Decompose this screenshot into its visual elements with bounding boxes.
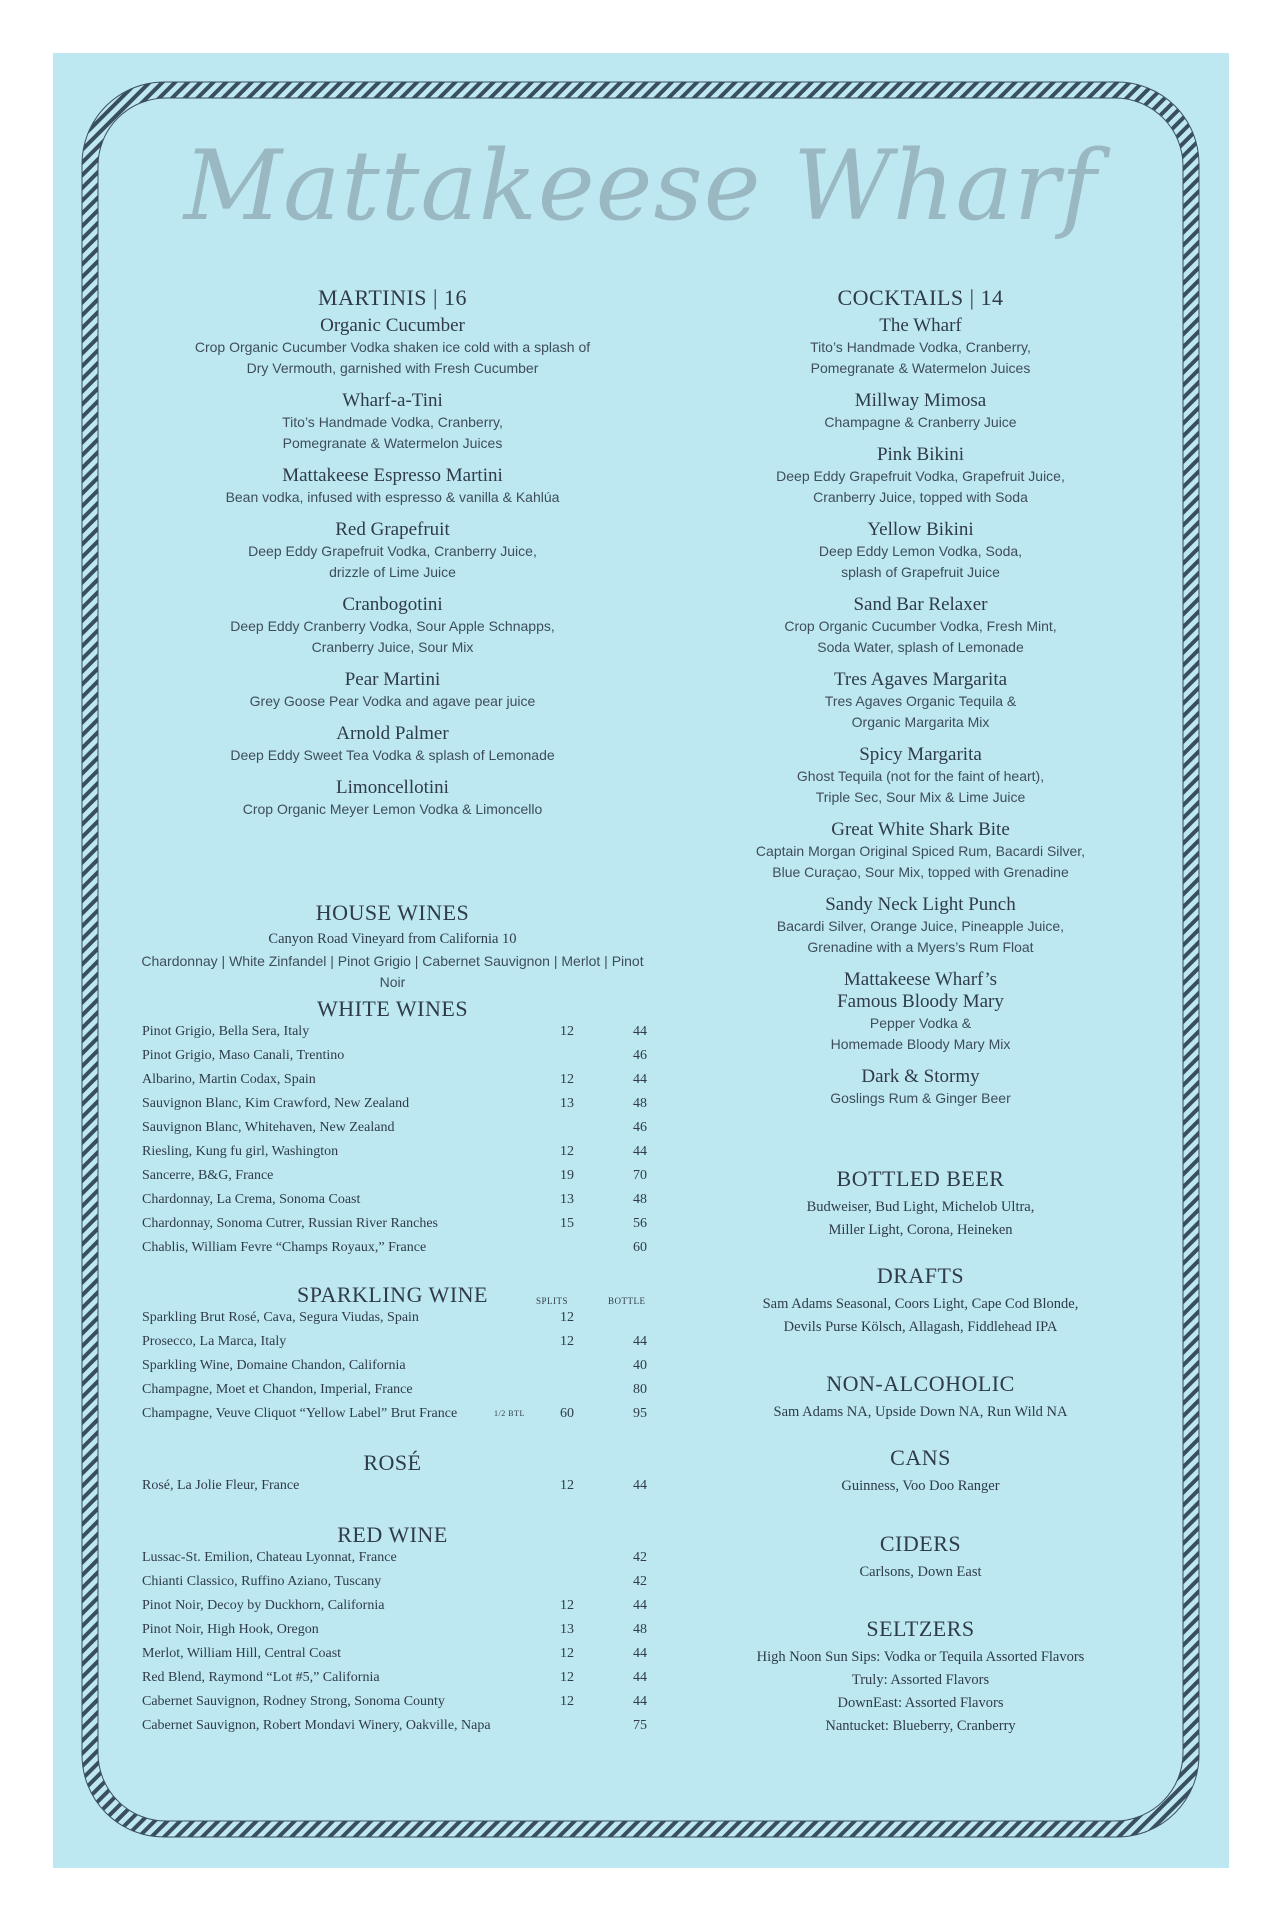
wine-name: Sauvignon Blanc, Kim Crawford, New Zealand: [142, 1096, 410, 1111]
bottled-beer-heading: BOTTLED BEER: [836, 1166, 1005, 1191]
wine-name: Merlot, William Hill, Central Coast: [142, 1646, 342, 1661]
drink-description: Tito’s Handmade Vodka, Cranberry,: [282, 414, 503, 430]
rose-heading-wrap: [140, 1450, 645, 1476]
drink-description: Deep Eddy Grapefruit Vodka, Cranberry Juice,: [248, 543, 537, 559]
non-alcoholic-section: [668, 1371, 1173, 1424]
wine-name: Red Blend, Raymond “Lot #5,” California: [142, 1670, 380, 1685]
wine-row: [142, 1378, 672, 1402]
rose-list: [142, 1474, 672, 1498]
drink-description: Blue Curaçao, Sour Mix, topped with Grenadine: [772, 864, 1069, 880]
wine-bottle-price: 48: [633, 1192, 647, 1207]
drink-description: Bacardi Silver, Orange Juice, Pineapple Juice,: [776, 918, 1065, 934]
wine-row: [142, 1642, 672, 1666]
drink-name: Tres Agaves Margarita: [833, 669, 1008, 690]
wine-bottle-price: 44: [633, 1072, 647, 1087]
wine-glass-price: 12: [560, 1670, 574, 1685]
drink-description: Crop Organic Cucumber Vodka shaken ice cold with a splash of: [194, 339, 591, 355]
martinis-heading: MARTINIS | 16: [318, 285, 467, 310]
cocktail-list: [668, 315, 1173, 1109]
wine-name: Chardonnay, Sonoma Cutrer, Russian River Ranches: [142, 1216, 438, 1231]
wine-row: [142, 1020, 672, 1044]
seltzers-line1: High Noon Sun Sips: Vodka or Tequila Assorted Flavors: [756, 1649, 1085, 1665]
house-wines-section: [140, 900, 645, 993]
wine-name: Cabernet Sauvignon, Rodney Strong, Sonoma County: [142, 1694, 445, 1709]
drink-item: [140, 594, 645, 658]
wine-row: [142, 1714, 672, 1738]
house-wines-line1: Canyon Road Vineyard from California 10: [268, 931, 517, 947]
drafts-line2: Devils Purse Kölsch, Allagash, Fiddlehead IPA: [783, 1319, 1058, 1335]
wine-bottle-price: 44: [633, 1334, 647, 1349]
drink-description: Deep Eddy Grapefruit Vodka, Grapefruit Juice,: [776, 468, 1065, 484]
drink-item: [668, 819, 1173, 883]
drink-name: Mattakeese Espresso Martini: [282, 465, 503, 486]
drink-name: Cranbogotini: [342, 594, 443, 615]
wine-name: Sancerre, B&G, France: [142, 1168, 274, 1183]
wine-bottle-price: 95: [633, 1406, 647, 1421]
drink-item: [668, 744, 1173, 808]
wine-name: Rosé, La Jolie Fleur, France: [142, 1478, 300, 1493]
drink-name: Limoncellotini: [336, 777, 449, 798]
wine-name: Cabernet Sauvignon, Robert Mondavi Winery, Oakville, Napa: [142, 1718, 491, 1733]
wine-glass-price: 12: [560, 1144, 574, 1159]
wine-bottle-price: 46: [633, 1120, 647, 1135]
drink-item: [668, 669, 1173, 733]
wine-row: [142, 1188, 672, 1212]
wine-bottle-price: 56: [633, 1216, 647, 1231]
seltzers-line3: DownEast: Assorted Flavors: [837, 1695, 1004, 1711]
wine-bottle-price: 44: [633, 1646, 647, 1661]
wine-name: Sauvignon Blanc, Whitehaven, New Zealand: [142, 1120, 395, 1135]
wine-name: Champagne, Moet et Chandon, Imperial, France: [142, 1382, 413, 1397]
wine-row: [142, 1044, 672, 1068]
house-wines-heading: HOUSE WINES: [315, 900, 470, 925]
drink-description: Cranberry Juice, topped with Soda: [813, 489, 1028, 505]
drink-item: [668, 444, 1173, 508]
wine-bottle-price: 80: [633, 1382, 647, 1397]
drink-description: Pomegranate & Watermelon Juices: [810, 360, 1031, 376]
drink-description: Crop Organic Cucumber Vodka, Fresh Mint,: [784, 618, 1057, 634]
wine-row: [142, 1306, 672, 1330]
bottled-beer-section: [668, 1166, 1173, 1242]
drink-name: Wharf-a-Tini: [342, 390, 443, 411]
wine-name: Lussac-St. Emilion, Chateau Lyonnat, France: [142, 1550, 397, 1565]
wine-name: Pinot Noir, High Hook, Oregon: [142, 1622, 319, 1637]
wine-glass-price: 12: [560, 1334, 574, 1349]
ciders-heading: CIDERS: [879, 1531, 962, 1556]
wine-glass-price: 12: [560, 1598, 574, 1613]
wine-glass-price: 12: [560, 1646, 574, 1661]
wine-bottle-price: 44: [633, 1670, 647, 1685]
wine-bottle-price: 42: [633, 1550, 647, 1565]
sparkling-heading: SPARKLING WINE: [297, 1282, 488, 1307]
wine-name: Champagne, Veuve Cliquot “Yellow Label” Brut France: [142, 1406, 458, 1421]
wine-row: [142, 1354, 672, 1378]
seltzers-line4: Nantucket: Blueberry, Cranberry: [825, 1718, 1016, 1734]
martini-list: [140, 315, 645, 820]
drink-description: drizzle of Lime Juice: [329, 564, 456, 580]
wine-bottle-price: 44: [633, 1024, 647, 1039]
drink-description: Cranberry Juice, Sour Mix: [311, 639, 474, 655]
sparkling-list: [142, 1306, 672, 1426]
drink-name: The Wharf: [879, 315, 962, 336]
drink-description: Crop Organic Meyer Lemon Vodka & Limoncello: [242, 801, 543, 817]
drink-description: Soda Water, splash of Lemonade: [817, 639, 1024, 655]
drink-item: [140, 519, 645, 583]
wine-bottle-price: 42: [633, 1574, 647, 1589]
drink-description: Tito’s Handmade Vodka, Cranberry,: [810, 339, 1031, 355]
drink-description: Grenadine with a Myers’s Rum Float: [807, 939, 1034, 955]
wine-glass-price: 15: [560, 1216, 574, 1231]
drink-item: [140, 723, 645, 766]
wine-name: Chianti Classico, Ruffino Aziano, Tuscany: [142, 1574, 382, 1589]
wine-bottle-price: 44: [633, 1478, 647, 1493]
drink-name: Pink Bikini: [876, 444, 965, 465]
cocktails-heading: COCKTAILS | 14: [837, 285, 1004, 310]
wine-row: [142, 1402, 672, 1426]
bottled-beer-line2: Miller Light, Corona, Heineken: [828, 1222, 1013, 1238]
drink-description: Dry Vermouth, garnished with Fresh Cucumber: [246, 360, 539, 376]
drink-name-line2: Famous Bloody Mary: [837, 991, 1004, 1012]
drink-description: Tres Agaves Organic Tequila &: [824, 693, 1017, 709]
cocktails-section: [668, 285, 1173, 1120]
sparkling-heading-wrap: [140, 1282, 645, 1308]
wine-row: [142, 1116, 672, 1140]
drink-name: Sand Bar Relaxer: [853, 594, 988, 615]
drink-name: Red Grapefruit: [335, 519, 450, 540]
white-wines-heading-wrap: [140, 996, 645, 1022]
wine-glass-price: 12: [560, 1024, 574, 1039]
wine-bottle-price: 75: [633, 1718, 647, 1733]
drink-description: Captain Morgan Original Spiced Rum, Bacardi Silver,: [755, 843, 1086, 859]
drink-description: Pepper Vodka &: [869, 1015, 972, 1031]
restaurant-logo-title: Mattakeese Wharf: [183, 130, 1098, 242]
drink-description: Organic Margarita Mix: [851, 714, 990, 730]
wine-row: [142, 1092, 672, 1116]
drink-name: Organic Cucumber: [320, 315, 465, 336]
seltzers-heading: SELTZERS: [866, 1616, 975, 1641]
drink-item: [668, 390, 1173, 433]
drink-name: Great White Shark Bite: [831, 819, 1010, 840]
wine-bottle-price: 44: [633, 1598, 647, 1613]
cans-heading: CANS: [890, 1445, 951, 1470]
wine-row: [142, 1140, 672, 1164]
wine-name: Pinot Noir, Decoy by Duckhorn, California: [142, 1598, 385, 1613]
wine-row: [142, 1068, 672, 1092]
ciders-section: [668, 1531, 1173, 1584]
wine-bottle-price: 44: [633, 1694, 647, 1709]
wine-glass-price: 12: [560, 1072, 574, 1087]
wine-name: Prosecco, La Marca, Italy: [142, 1334, 287, 1349]
seltzers-section: [668, 1616, 1173, 1738]
drink-item: [668, 969, 1173, 1055]
ciders-line1: Carlsons, Down East: [859, 1564, 982, 1580]
wine-row: [142, 1570, 672, 1594]
wine-name: Albarino, Martin Codax, Spain: [142, 1072, 316, 1087]
wine-row: [142, 1690, 672, 1714]
wine-name: Sparkling Wine, Domaine Chandon, California: [142, 1358, 406, 1373]
drink-name: Millway Mimosa: [854, 390, 987, 411]
drink-description: Pomegranate & Watermelon Juices: [282, 435, 503, 451]
wine-name: Chablis, William Fevre “Champs Royaux,” France: [142, 1240, 427, 1255]
drink-item: [668, 1066, 1173, 1109]
wine-glass-price: 19: [560, 1168, 574, 1183]
drink-name: Mattakeese Wharf’s: [843, 969, 998, 990]
wine-name: Chardonnay, La Crema, Sonoma Coast: [142, 1192, 361, 1207]
wine-name: Pinot Grigio, Bella Sera, Italy: [142, 1024, 310, 1039]
wine-bottle-price: 40: [633, 1358, 647, 1373]
wine-row: [142, 1594, 672, 1618]
wine-name: Riesling, Kung fu girl, Washington: [142, 1144, 339, 1159]
drink-item: [668, 315, 1173, 379]
cans-section: [668, 1445, 1173, 1498]
wine-row: [142, 1164, 672, 1188]
red-wine-list: [142, 1546, 672, 1738]
wine-note: 1/2 BTL: [494, 1409, 525, 1418]
wine-row: [142, 1236, 672, 1260]
martinis-section: [140, 285, 645, 831]
drink-description: Deep Eddy Sweet Tea Vodka & splash of Lemonade: [230, 747, 555, 763]
wine-glass-price: 60: [560, 1406, 574, 1421]
drink-name: Yellow Bikini: [867, 519, 974, 540]
drink-item: [140, 669, 645, 712]
drink-item: [668, 519, 1173, 583]
non-alcoholic-line1: Sam Adams NA, Upside Down NA, Run Wild NA: [773, 1404, 1068, 1420]
seltzers-line2: Truly: Assorted Flavors: [851, 1672, 990, 1688]
drink-description: Triple Sec, Sour Mix & Lime Juice: [815, 789, 1026, 805]
drink-item: [140, 465, 645, 508]
wine-name: Pinot Grigio, Maso Canali, Trentino: [142, 1048, 345, 1063]
wine-row: [142, 1618, 672, 1642]
drink-description: splash of Grapefruit Juice: [841, 564, 1000, 580]
drink-name: Sandy Neck Light Punch: [825, 894, 1016, 915]
wine-bottle-price: 60: [633, 1240, 647, 1255]
drafts-heading: DRAFTS: [876, 1263, 965, 1288]
wine-row: [142, 1546, 672, 1570]
drink-description: Champagne & Cranberry Juice: [824, 414, 1017, 430]
house-wines-line2: Chardonnay | White Zinfandel | Pinot Grigio | Cabernet Sauvignon | Merlot | Pinot Noir: [141, 953, 644, 990]
wine-row: [142, 1666, 672, 1690]
wine-glass-price: 12: [560, 1694, 574, 1709]
wine-bottle-price: 46: [633, 1048, 647, 1063]
wine-bottle-price: 44: [633, 1144, 647, 1159]
wine-name: Sparkling Brut Rosé, Cava, Segura Viudas, Spain: [142, 1310, 419, 1325]
wine-row: [142, 1330, 672, 1354]
bottled-beer-line1: Budweiser, Bud Light, Michelob Ultra,: [806, 1199, 1035, 1215]
drink-item: [140, 777, 645, 820]
drink-name: Spicy Margarita: [859, 744, 982, 765]
drink-name: Dark & Stormy: [861, 1066, 980, 1087]
drink-description: Grey Goose Pear Vodka and agave pear juice: [249, 693, 536, 709]
drink-description: Deep Eddy Lemon Vodka, Soda,: [818, 543, 1023, 559]
splits-column-header: SPLITS: [536, 1296, 569, 1306]
drink-item: [668, 894, 1173, 958]
wine-glass-price: 13: [560, 1096, 574, 1111]
drink-item: [668, 594, 1173, 658]
wine-glass-price: 13: [560, 1622, 574, 1637]
white-wines-heading: WHITE WINES: [316, 996, 469, 1021]
red-wine-heading: RED WINE: [337, 1522, 448, 1547]
drink-item: [140, 315, 645, 379]
drink-name: Arnold Palmer: [336, 723, 449, 744]
non-alcoholic-heading: NON-ALCOHOLIC: [826, 1371, 1015, 1396]
wine-row: [142, 1474, 672, 1498]
wine-row: [142, 1212, 672, 1236]
wine-bottle-price: 48: [633, 1622, 647, 1637]
wine-bottle-price: 48: [633, 1096, 647, 1111]
drink-description: Goslings Rum & Ginger Beer: [830, 1090, 1011, 1106]
drink-description: Bean vodka, infused with espresso & vanilla & Kahlúa: [225, 489, 560, 505]
drafts-section: [668, 1263, 1173, 1339]
cans-line1: Guinness, Voo Doo Ranger: [841, 1478, 1000, 1494]
red-wine-heading-wrap: [140, 1522, 645, 1548]
bottle-column-header: BOTTLE: [608, 1296, 646, 1306]
drink-name: Pear Martini: [344, 669, 441, 690]
rose-heading: ROSÉ: [363, 1450, 422, 1475]
wine-glass-price: 13: [560, 1192, 574, 1207]
wine-bottle-price: 70: [633, 1168, 647, 1183]
drink-description: Homemade Bloody Mary Mix: [830, 1036, 1011, 1052]
drafts-line1: Sam Adams Seasonal, Coors Light, Cape Cod Blonde,: [762, 1296, 1079, 1312]
wine-glass-price: 12: [560, 1478, 574, 1493]
drink-item: [140, 390, 645, 454]
white-wines-list: [142, 1020, 672, 1260]
drink-description: Deep Eddy Cranberry Vodka, Sour Apple Schnapps,: [230, 618, 555, 634]
drink-description: Ghost Tequila (not for the faint of heart),: [796, 768, 1045, 784]
wine-glass-price: 12: [560, 1310, 574, 1325]
